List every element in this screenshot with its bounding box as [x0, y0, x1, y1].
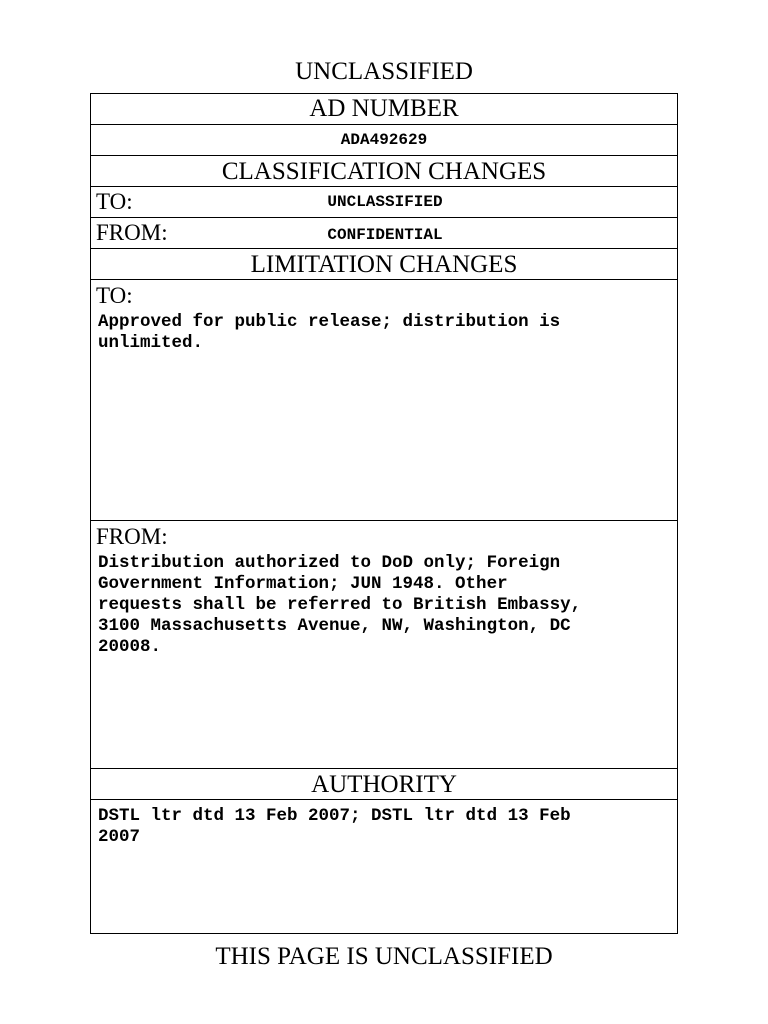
authority-text: DSTL ltr dtd 13 Feb 2007; DSTL ltr dtd 13 Feb 2007	[98, 806, 571, 847]
page-footer-title: THIS PAGE IS UNCLASSIFIED	[215, 943, 553, 970]
classification-from-label: FROM:	[96, 220, 168, 245]
classification-to-row	[91, 187, 677, 218]
classification-to-label: TO:	[96, 189, 133, 214]
classification-to-value: UNCLASSIFIED	[327, 193, 443, 211]
authority-block	[91, 800, 677, 933]
classification-changes-heading: CLASSIFICATION CHANGES	[91, 156, 677, 187]
classification-form	[90, 93, 678, 934]
limitation-from-block	[91, 521, 677, 769]
limitation-to-text: Approved for public release; distribution is unlimited.	[98, 312, 561, 353]
authority-heading: AUTHORITY	[91, 769, 677, 800]
limitation-from-label: FROM:	[96, 524, 168, 549]
page-classification-title: UNCLASSIFIED	[295, 58, 473, 85]
limitation-to-block	[91, 280, 677, 521]
limitation-changes-heading: LIMITATION CHANGES	[91, 249, 677, 280]
ad-number-value: ADA492629	[91, 125, 677, 156]
classification-from-value: CONFIDENTIAL	[327, 226, 443, 244]
ad-number-heading: AD NUMBER	[91, 94, 677, 125]
limitation-to-label: TO:	[96, 283, 133, 308]
limitation-from-text: Distribution authorized to DoD only; Foreign Government Information; JUN 1948. Other requests shall be referred to British Embassy, 3100 Massachusetts Avenue, NW, Washington, DC 20008.	[98, 553, 582, 657]
classification-from-row	[91, 218, 677, 249]
